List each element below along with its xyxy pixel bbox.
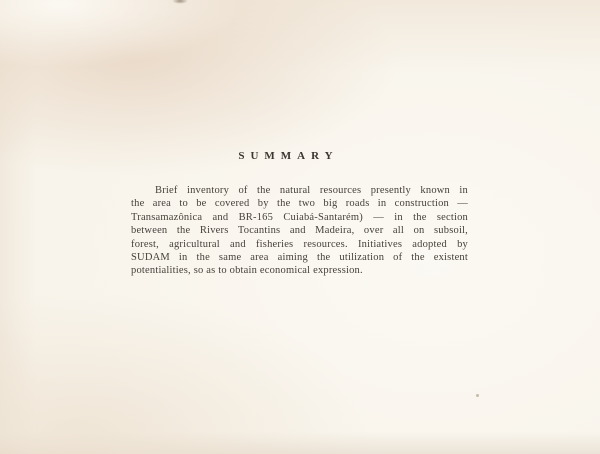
paper-speck xyxy=(476,394,479,397)
summary-line: forest, agricultural and fisheries resources. Initiatives adopted by xyxy=(131,238,468,250)
summary-line: Transamazônica and BR-165 Cuiabá-Santarém) — in the section xyxy=(131,211,468,223)
summary-line: potentialities, so as to obtain economical expression. xyxy=(131,265,363,277)
summary-line: SUDAM in the same area aiming the utilization of the existent xyxy=(131,252,468,264)
page-title: SUMMARY xyxy=(238,150,339,162)
summary-line: between the Rivers Tocantins and Madeira, over all on subsoil, xyxy=(131,225,468,237)
summary-line: the area to be covered by the two big roads in construction — xyxy=(131,198,468,210)
summary-paragraph xyxy=(131,184,468,278)
paper-smudge xyxy=(172,0,188,4)
summary-line: Brief inventory of the natural resources presently known in xyxy=(155,185,468,196)
